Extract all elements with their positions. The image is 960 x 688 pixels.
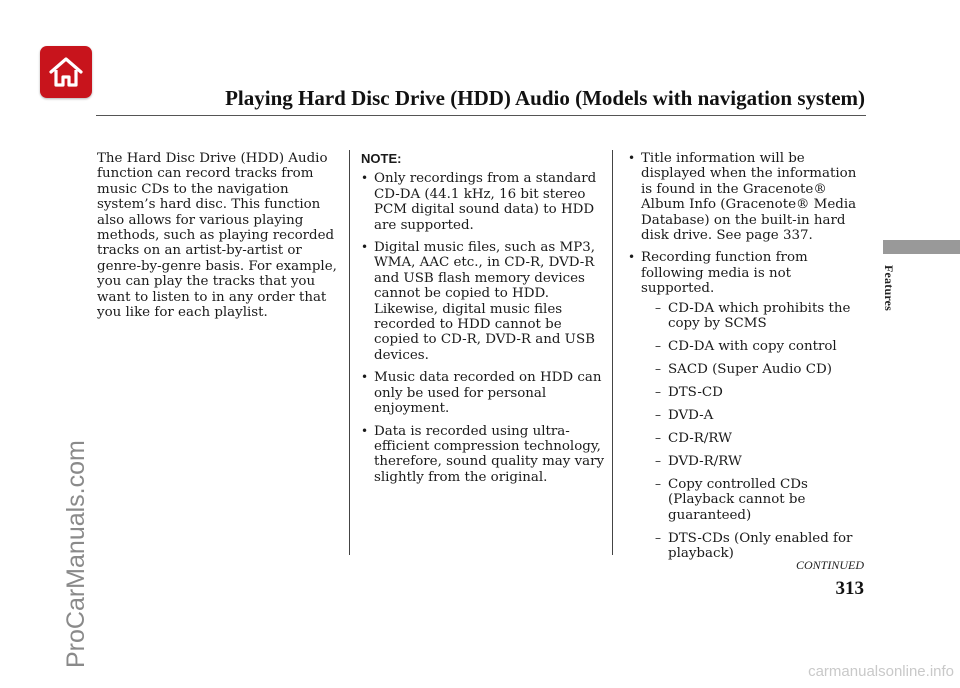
list-item: – Copy controlled CDs (Playback cannot be guaranteed) (655, 477, 866, 523)
list-item (628, 250, 866, 561)
list-item: • Title information will be displayed when the information is found in the Gracenote® Album Info (Gracenote® Media Database) on the built-in hard disk drive. See page 337. (628, 151, 866, 243)
list-item: • Only recordings from a standard CD-DA (44.1 kHz, 16 bit stereo PCM digital sound data) to HDD are supported. (361, 171, 605, 233)
continued-label: CONTINUED (795, 558, 864, 572)
section-tab-label: Features (882, 265, 896, 312)
list-item: – DTS-CDs (Only enabled for playback) (655, 531, 866, 562)
list-item: • Digital music files, such as MP3, WMA, AAC etc., in CD-R, DVD-R and USB flash memory devices cannot be copied to HDD. Likewise, digital music files recorded to HDD cannot be copied to CD-R, DVD-R and USB devices. (361, 240, 605, 363)
home-button[interactable] (40, 46, 92, 98)
header-rule (96, 115, 866, 116)
intro-paragraph: The Hard Disc Drive (HDD) Audio function can record tracks from music CDs to the navigation system’s hard disc. This function also allows for various playing methods, such as playing recorded tracks on an artist-by-artist or genre-by-genre basis. For example, you can play the tracks that you want to listen to in any order that you like for each playlist. (97, 151, 337, 321)
page-title: Playing Hard Disc Drive (HDD) Audio (Models with navigation system) (225, 86, 865, 110)
column-divider (612, 150, 613, 555)
list-item: – DVD-A (655, 408, 866, 423)
watermark-left: ProCarManuals.com (62, 440, 90, 668)
list-item: – DVD-R/RW (655, 454, 866, 469)
column-intro (97, 151, 343, 320)
home-icon (47, 53, 85, 91)
watermark-bottom: carmanualsonline.info (808, 663, 954, 680)
unsupported-media-list (641, 301, 866, 562)
list-item: – CD-DA with copy control (655, 339, 866, 354)
note-heading: NOTE: (361, 151, 402, 166)
list-item: • Music data recorded on HDD can only be used for personal enjoyment. (361, 370, 605, 416)
column-notes-continued (628, 151, 866, 569)
note-list (628, 151, 866, 562)
column-divider (349, 150, 350, 555)
note-list (361, 171, 605, 485)
page-number: 313 (835, 578, 864, 599)
list-item: – DTS-CD (655, 385, 866, 400)
section-tab[interactable] (883, 240, 960, 254)
list-item: – CD-R/RW (655, 431, 866, 446)
list-item: – SACD (Super Audio CD) (655, 362, 866, 377)
list-item: – CD-DA which prohibits the copy by SCMS (655, 301, 866, 332)
list-item: • Data is recorded using ultra-efficient compression technology, therefore, sound quality may vary slightly from the original. (361, 424, 605, 486)
column-notes (361, 151, 605, 492)
list-item-text: Recording function from following media is not supported. (641, 250, 808, 297)
